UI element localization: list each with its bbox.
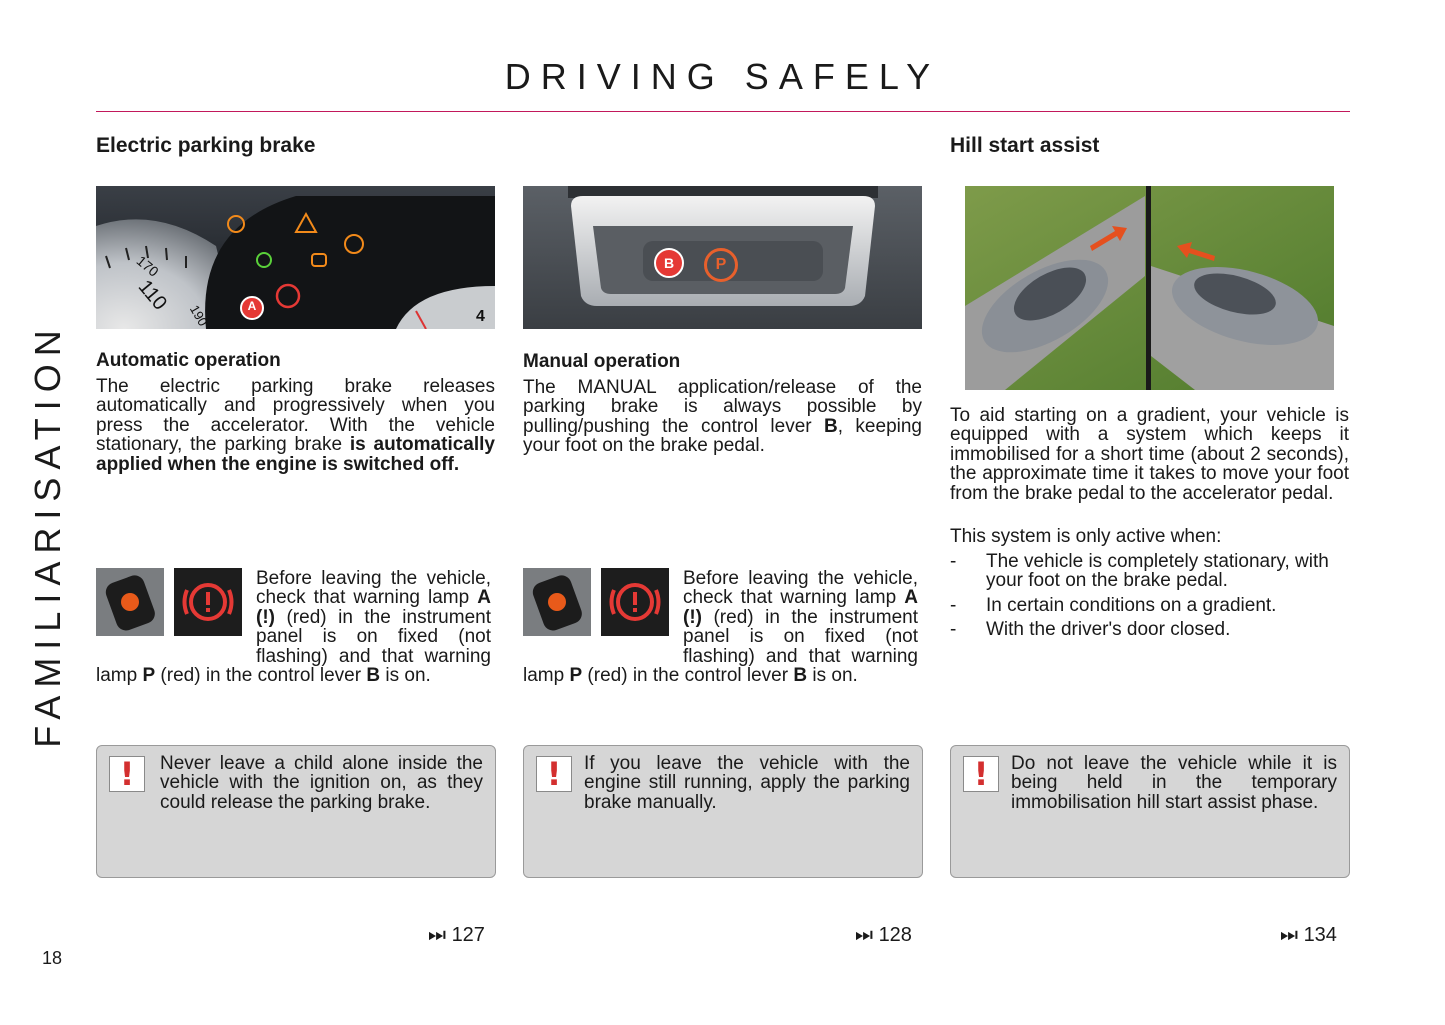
note-part: (red) in the instrument panel is on fixed (not flashing) and that warning lamp	[96, 606, 491, 687]
note-part: (red) in the control lever	[582, 665, 794, 687]
hill-start-conditions-list	[950, 552, 1350, 645]
next-page-icon: ⏭	[428, 924, 446, 946]
warning-box-engine-running	[523, 745, 923, 878]
exclamation-icon: !	[109, 756, 145, 792]
note-part: is on.	[380, 665, 431, 687]
note-bold: A (!)	[256, 587, 491, 628]
automatic-text-bold: is automatically applied when the engine is switched off.	[96, 434, 495, 475]
warning-text: If you leave the vehicle with the engine still running, apply the parking brake manually.	[584, 753, 910, 813]
instrument-panel-image	[96, 186, 495, 329]
page-reference-134[interactable]	[1280, 924, 1337, 947]
subheading-manual-operation: Manual operation	[523, 351, 681, 372]
label-a: A	[247, 299, 257, 313]
list-item: - In certain conditions on a gradient.	[950, 596, 1350, 615]
col1-note-text	[96, 569, 491, 685]
page-title: DRIVING SAFELY	[504, 56, 941, 97]
col2-note-text	[523, 569, 918, 685]
exclamation-icon: !	[536, 756, 572, 792]
list-item: - The vehicle is completely stationary, with your foot on the brake pedal.	[950, 552, 1350, 591]
automatic-operation-text	[96, 377, 495, 474]
heading-electric-parking-brake: Electric parking brake	[96, 134, 316, 157]
note-part: (red) in the instrument panel is on fixed (not flashing) and that warning lamp	[523, 606, 918, 687]
note-bold: P	[142, 665, 156, 687]
manual-operation-text	[523, 378, 922, 456]
note-part: is on.	[807, 665, 858, 687]
note-bold: A (!)	[683, 587, 918, 628]
page-reference-127[interactable]	[428, 924, 485, 947]
tach-label-4: 4	[476, 308, 485, 325]
manual-text-plain: The MANUAL application/release of the parking brake is always possible by pulling/pushing the control lever	[523, 377, 922, 437]
parking-brake-p-lamp: P	[704, 248, 738, 282]
subheading-automatic-operation: Automatic operation	[96, 350, 281, 371]
speed-label-170: 170	[133, 252, 162, 280]
note-part: (red) in the control lever	[155, 665, 367, 687]
page-reference-128[interactable]	[855, 924, 912, 947]
warning-text: Never leave a child alone inside the vehicle with the ignition on, as they could release the parking brake.	[160, 753, 483, 813]
hill-start-conditions-intro: This system is only active when:	[950, 526, 1222, 547]
warning-text: Do not leave the vehicle while it is being held in the temporary immobilisation hill start assist phase.	[1011, 753, 1337, 813]
manual-text-bold: B	[824, 415, 838, 437]
speed-label-110: 110	[133, 275, 172, 315]
reference-number: 127	[451, 924, 485, 946]
note-bold: B	[366, 665, 381, 687]
warning-box-child	[96, 745, 496, 878]
note-part: Before leaving the vehicle, check that warning lamp	[683, 568, 918, 609]
exclamation-icon: !	[963, 756, 999, 792]
section-label: FAMILIARISATION	[27, 322, 68, 748]
label-b: B	[654, 248, 684, 278]
section-sidebar	[28, 300, 68, 770]
header-rule	[96, 111, 1350, 112]
next-page-icon: ⏭	[855, 924, 873, 946]
warning-box-hill-start	[950, 745, 1350, 878]
reference-number: 134	[1303, 924, 1337, 946]
note-part: Before leaving the vehicle, check that warning lamp	[256, 568, 491, 609]
page-number: 18	[42, 948, 63, 968]
control-lever-image	[523, 186, 922, 329]
speed-label-190: 190	[186, 302, 211, 329]
next-page-icon: ⏭	[1280, 924, 1298, 946]
automatic-text-plain: The electric parking brake releases automatically and progressively when you press the accelerator. With the vehicle stationary, the parking brake	[96, 376, 495, 456]
note-bold: B	[793, 665, 808, 687]
manual-text-end: , keeping your foot on the brake pedal.	[523, 415, 922, 457]
heading-hill-start-assist: Hill start assist	[950, 134, 1100, 157]
list-item: - With the driver's door closed.	[950, 620, 1350, 639]
note-bold: P	[569, 665, 583, 687]
hill-start-description: To aid starting on a gradient, your vehicle is equipped with a system which keeps it immobilised for a short time (about 2 seconds), the approximate time it takes to move your foot from the brake pedal to the accelerator pedal.	[950, 405, 1349, 504]
reference-number: 128	[878, 924, 912, 946]
hill-start-image	[965, 186, 1334, 390]
